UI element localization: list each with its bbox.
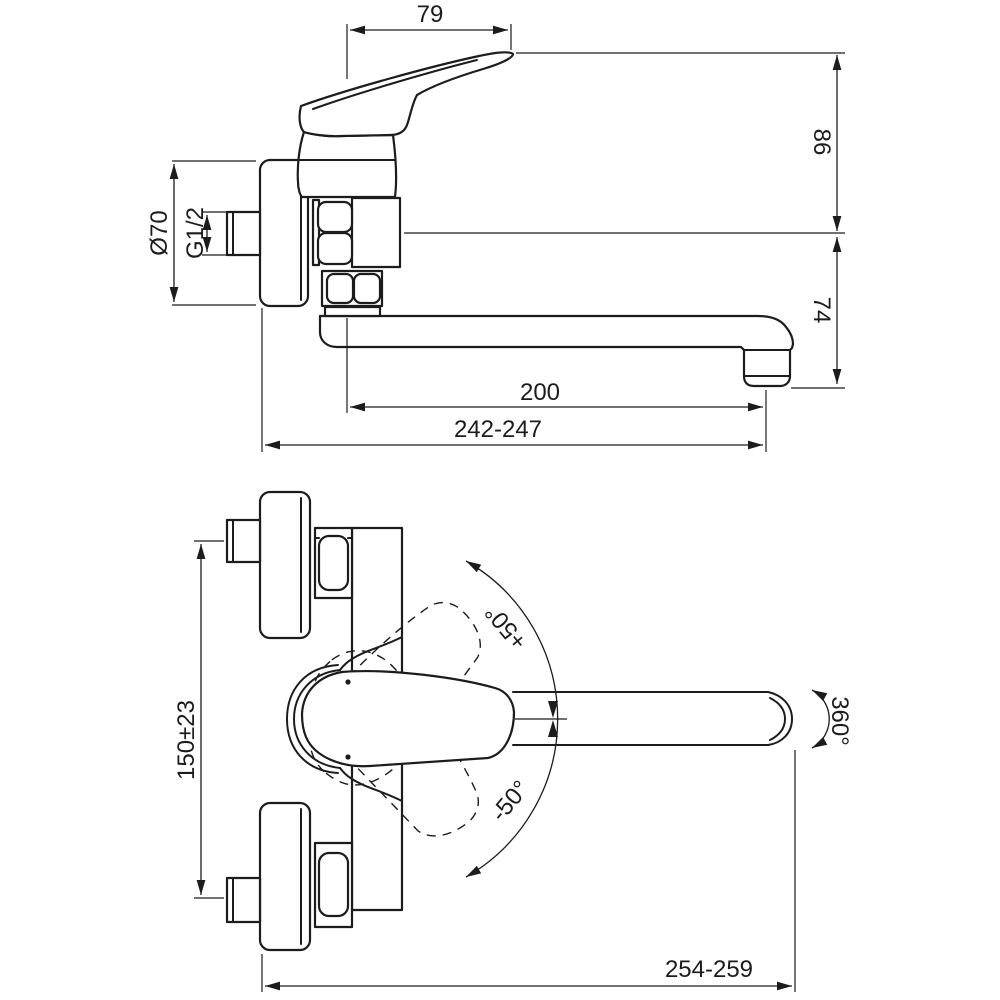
dim-label-total-depth: 242-247 xyxy=(453,416,543,443)
dim-label-spout-rotation: 360° xyxy=(826,696,853,746)
dim-label-height-86: 86 xyxy=(808,128,835,156)
plan-lower-nipple xyxy=(227,878,260,922)
side-valve-body xyxy=(352,198,400,267)
handle-dot-top xyxy=(345,679,350,684)
side-lever-handle xyxy=(300,52,513,136)
plan-upper-hex-facet xyxy=(319,536,348,590)
side-hex-facet-top xyxy=(318,202,352,232)
dim-label-flange-diameter: Ø70 xyxy=(146,210,173,256)
plan-lever-handle xyxy=(302,671,514,766)
plan-upper-nipple xyxy=(227,520,260,562)
plan-view-drawing xyxy=(227,492,792,950)
side-thread-nipple xyxy=(227,212,260,255)
plan-lower-hex-facet xyxy=(319,853,348,916)
dim-label-swing-up: +50° xyxy=(479,598,533,655)
side-washer xyxy=(325,307,380,316)
handle-dot-bottom xyxy=(345,754,350,759)
side-view-drawing xyxy=(227,52,793,386)
plan-upper-flange xyxy=(260,492,310,638)
side-union-nut-facet-left xyxy=(327,274,353,303)
side-cartridge-dome xyxy=(298,132,396,197)
plan-spout-end-cap-inner xyxy=(770,698,785,740)
dim-label-height-74: 74 xyxy=(808,296,835,324)
dim-label-spout-reach: 200 xyxy=(519,379,561,406)
dim-label-swing-down: -50° xyxy=(485,775,535,827)
dim-label-handle-length: 79 xyxy=(416,1,444,28)
dim-label-overall-width: 254-259 xyxy=(664,956,754,983)
dim-label-centre-distance: 150±23 xyxy=(173,700,200,780)
side-spout xyxy=(320,316,793,386)
side-union-nut-facet-right xyxy=(354,274,380,303)
dim-label-thread: G1/2 xyxy=(182,206,209,260)
plan-lower-flange xyxy=(260,803,310,950)
side-hex-facet-bottom xyxy=(318,233,352,264)
